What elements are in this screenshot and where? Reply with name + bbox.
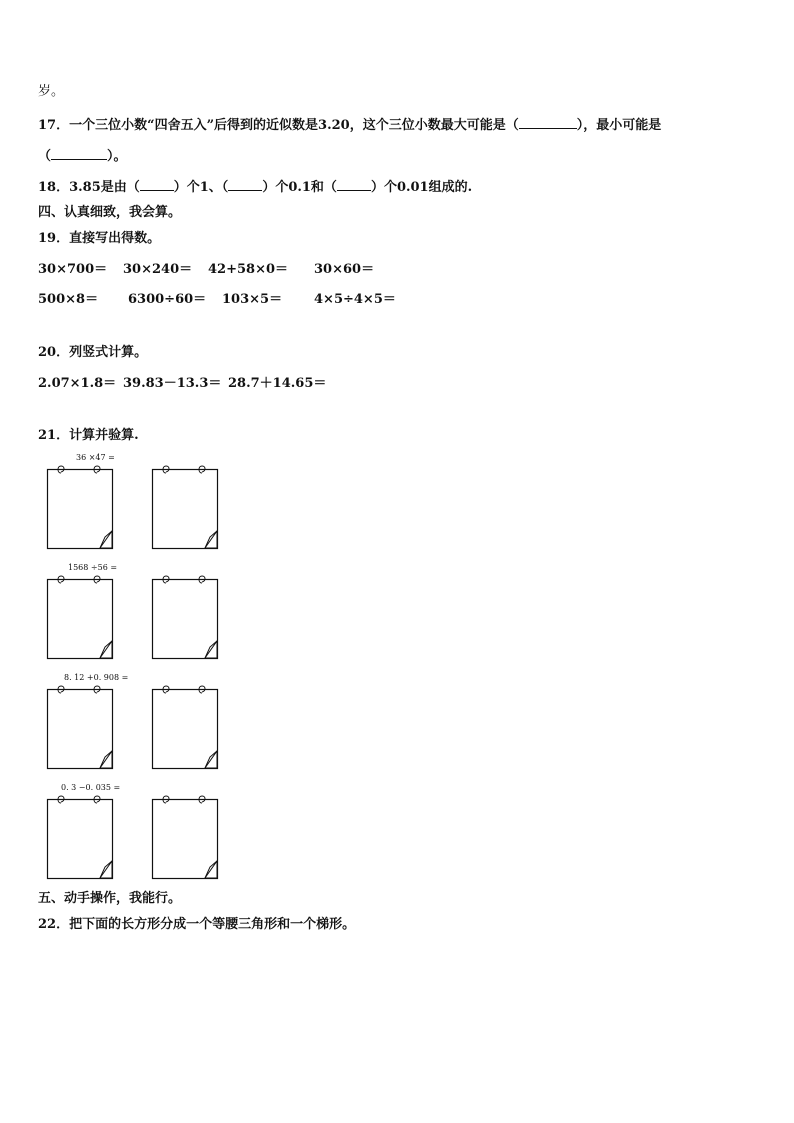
q20-item: 28.7＋14.65＝ xyxy=(228,376,327,391)
question-19: 19．直接写出得数。 xyxy=(38,231,161,246)
q20-item: 39.83－13.3＝ xyxy=(123,376,222,391)
q19-item: 30×240＝ xyxy=(123,262,193,277)
q21-expression: 36 ×47 = xyxy=(76,453,115,462)
verification-pad[interactable] xyxy=(152,689,218,769)
q19-item: 4×5÷4×5＝ xyxy=(314,292,396,307)
verification-pad[interactable] xyxy=(152,469,218,549)
section-4-heading: 四、认真细致，我会算。 xyxy=(38,205,182,220)
calculation-pad[interactable] xyxy=(47,799,113,879)
section-5-heading: 五、动手操作，我能行。 xyxy=(38,891,182,906)
verification-pad[interactable] xyxy=(152,579,218,659)
q19-item: 6300÷60＝ xyxy=(128,292,207,307)
notepad-icon xyxy=(152,573,218,659)
calculation-pad[interactable] xyxy=(47,689,113,769)
q18-text-4: ）个0.01组成的. xyxy=(370,180,473,195)
q21-expression: 8. 12 +0. 908 = xyxy=(64,673,129,682)
q17-blank-max[interactable] xyxy=(519,116,577,129)
notepad-icon xyxy=(152,463,218,549)
q17-text-a: 17．一个三位小数“四舍五入”后得到的近似数是3.20，这个三位小数最大可能是（ xyxy=(38,118,519,133)
notepad-icon xyxy=(152,683,218,769)
notepad-icon xyxy=(152,793,218,879)
q19-item: 42+58×0＝ xyxy=(208,262,289,277)
question-21: 21．计算并验算. xyxy=(38,428,139,443)
q19-item: 30×60＝ xyxy=(314,262,375,277)
text-line-continuation: 岁。 xyxy=(38,84,65,99)
notepad-icon xyxy=(47,573,113,659)
q18-text-2: ）个1、（ xyxy=(173,180,229,195)
q17-text-c: （ xyxy=(38,149,52,164)
notepad-icon xyxy=(47,463,113,549)
notepad-icon xyxy=(47,683,113,769)
q18-text-3: ）个0.1和（ xyxy=(262,180,337,195)
calculation-pad[interactable] xyxy=(47,469,113,549)
question-18 xyxy=(38,178,472,196)
q18-blank-hundredths[interactable] xyxy=(337,178,371,191)
question-22: 22．把下面的长方形分成一个等腰三角形和一个梯形。 xyxy=(38,917,356,932)
q17-text-b: ），最小可能是 xyxy=(576,118,662,133)
q21-expression: 0. 3 −0. 035 = xyxy=(61,783,121,792)
question-20: 20．列竖式计算。 xyxy=(38,345,148,360)
q18-blank-tenths[interactable] xyxy=(228,178,262,191)
q19-item: 30×700＝ xyxy=(38,262,108,277)
question-17-cont xyxy=(38,147,127,165)
verification-pad[interactable] xyxy=(152,799,218,879)
q17-blank-min[interactable] xyxy=(51,147,107,160)
q19-item: 103×5＝ xyxy=(222,292,283,307)
q19-item: 500×8＝ xyxy=(38,292,99,307)
calculation-pad[interactable] xyxy=(47,579,113,659)
notepad-icon xyxy=(47,793,113,879)
q18-blank-ones[interactable] xyxy=(140,178,174,191)
q21-expression: 1568 ÷56 = xyxy=(68,563,118,572)
q18-text-1: 18．3.85是由（ xyxy=(38,180,140,195)
q17-text-d: ）。 xyxy=(107,149,127,164)
q20-item: 2.07×1.8＝ xyxy=(38,376,117,391)
question-17 xyxy=(38,116,661,134)
